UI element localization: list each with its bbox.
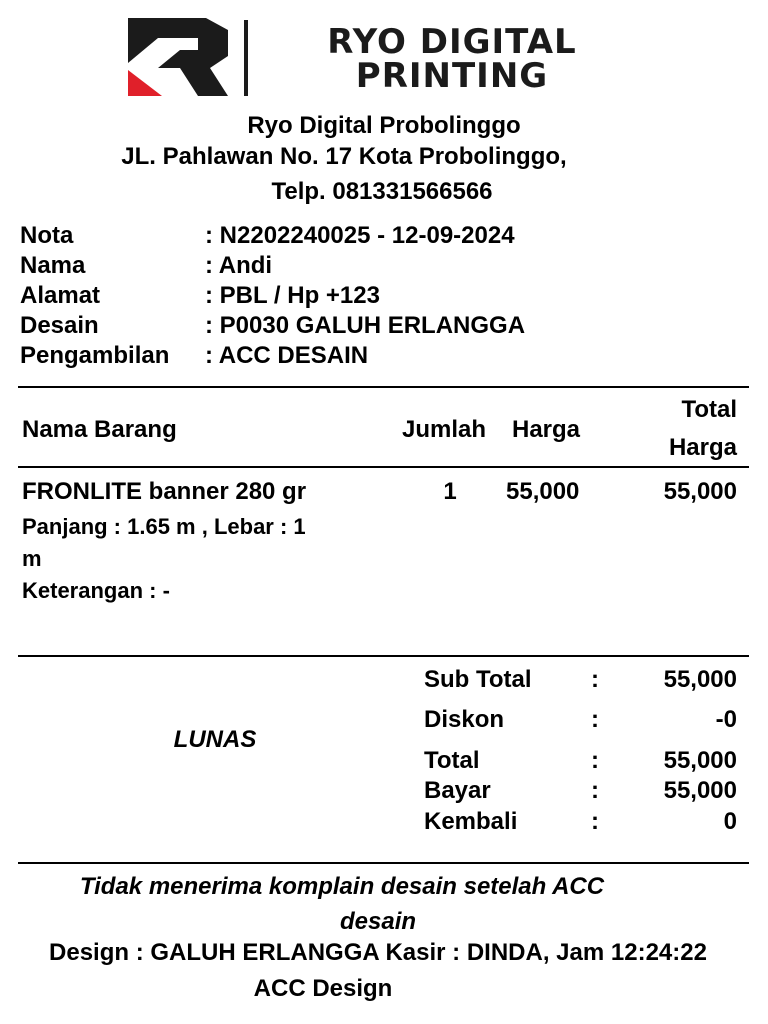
brand-line-1: RYO DIGITAL xyxy=(327,22,577,62)
summary-sep: : xyxy=(591,808,599,835)
summary-sep: : xyxy=(591,747,599,774)
info-key: Nota xyxy=(20,222,74,249)
info-key: Alamat xyxy=(20,282,101,309)
info-value: : ACC DESAIN xyxy=(205,342,369,369)
header-total-line1: Total xyxy=(681,396,737,423)
divider-summary xyxy=(18,655,749,657)
info-key: Nama xyxy=(20,252,86,279)
acc-line: ACC Design xyxy=(253,975,393,1002)
item-size-line1: Panjang : 1.65 m , Lebar : 1 xyxy=(22,514,306,539)
info-key: Desain xyxy=(20,312,99,339)
info-value: : PBL / Hp +123 xyxy=(205,282,380,309)
notice-line2: desain xyxy=(339,908,417,935)
info-value: : N2202240025 - 12-09-2024 xyxy=(205,222,515,249)
header-item: Nama Barang xyxy=(22,416,177,443)
info-value: : Andi xyxy=(205,252,273,279)
header-qty: Jumlah xyxy=(402,416,487,443)
summary-value-diskon: -0 xyxy=(715,706,737,733)
info-value: : P0030 GALUH ERLANGGA xyxy=(205,312,526,339)
summary-sep: : xyxy=(591,706,599,733)
info-row-nota xyxy=(20,221,525,251)
brand-line-2: PRINTING xyxy=(355,56,549,96)
summary-value-total: 55,000 xyxy=(663,747,737,774)
info-row-nama xyxy=(20,251,525,281)
summary-label-diskon: Diskon xyxy=(424,706,505,733)
divider-footer xyxy=(18,862,749,864)
header-price: Harga xyxy=(512,416,581,443)
info-key: Pengambilan xyxy=(20,342,170,369)
divider-top xyxy=(18,386,749,388)
summary-label-total: Total xyxy=(424,747,480,774)
info-row-desain xyxy=(20,311,525,341)
info-row-pengambilan xyxy=(20,341,525,371)
header-total-line2: Harga xyxy=(668,434,737,461)
store-address: JL. Pahlawan No. 17 Kota Probolinggo, xyxy=(121,143,567,170)
staff-line: Design : GALUH ERLANGGA Kasir : DINDA, Jam 12:24:22 xyxy=(49,939,707,966)
summary-value-kembali: 0 xyxy=(723,808,737,835)
store-name: Ryo Digital Probolinggo xyxy=(247,112,521,139)
divider-header xyxy=(18,466,749,468)
info-block xyxy=(20,221,525,371)
summary-sep: : xyxy=(591,777,599,804)
logo-divider xyxy=(244,20,248,96)
payment-status: LUNAS xyxy=(173,726,257,753)
logo-red-triangle xyxy=(128,70,162,96)
item-qty: 1 xyxy=(443,478,457,505)
info-row-alamat xyxy=(20,281,525,311)
summary-label-bayar: Bayar xyxy=(424,777,491,804)
summary-label-kembali: Kembali xyxy=(424,808,518,835)
item-price: 55,000 xyxy=(506,478,580,505)
store-phone: Telp. 081331566566 xyxy=(271,178,493,205)
item-name: FRONLITE banner 280 gr xyxy=(22,478,307,505)
summary-value-subtotal: 55,000 xyxy=(663,666,737,693)
item-total: 55,000 xyxy=(663,478,737,505)
item-note: Keterangan : - xyxy=(22,578,170,603)
notice-line1: Tidak menerima komplain desain setelah ACC xyxy=(79,873,605,900)
summary-label-subtotal: Sub Total xyxy=(424,666,532,693)
summary-value-bayar: 55,000 xyxy=(663,777,737,804)
summary-sep: : xyxy=(591,666,599,693)
item-size-line2: m xyxy=(22,546,42,571)
